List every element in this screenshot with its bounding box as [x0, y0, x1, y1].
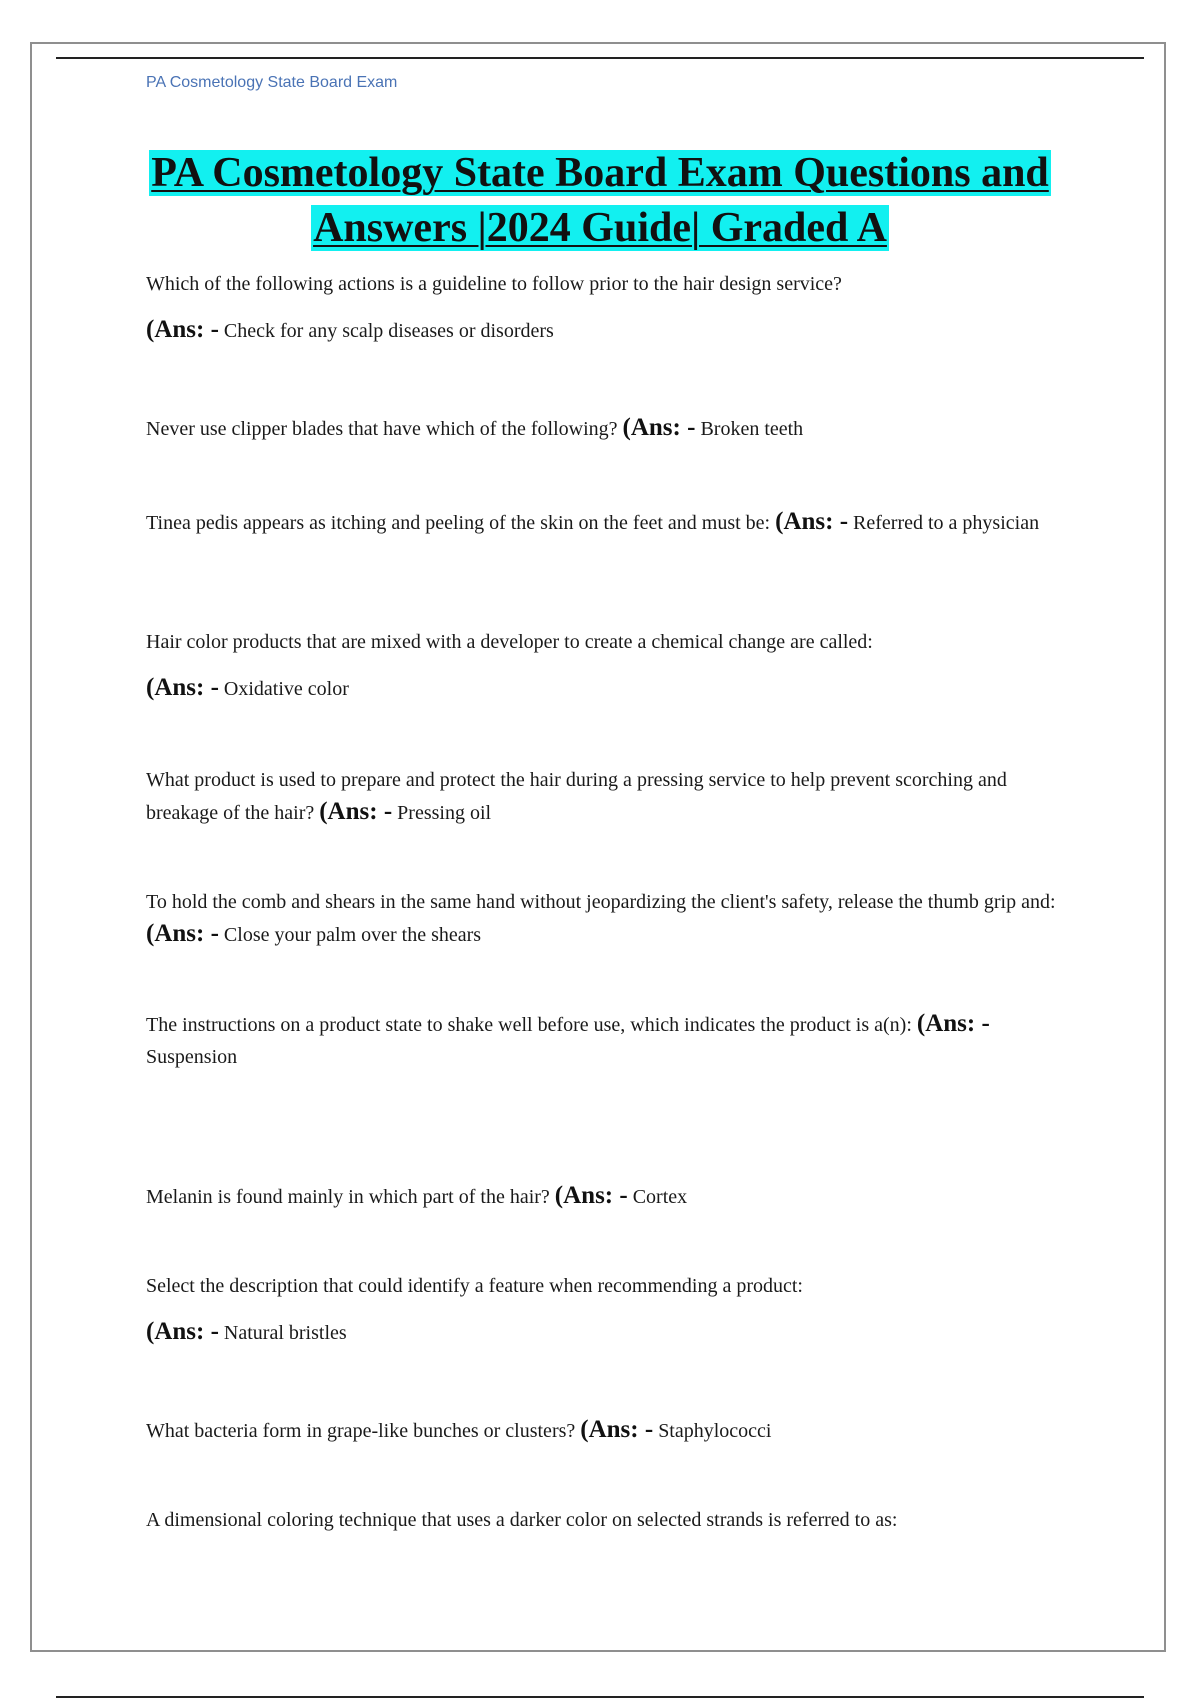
footer-divider: [56, 1696, 1144, 1698]
question-text: Never use clipper blades that have which of the following?: [146, 418, 618, 440]
answer-label: (Ans: -: [916, 1010, 990, 1037]
qa-item-11: [146, 1504, 1066, 1536]
qa-item-3: [146, 506, 1066, 539]
answer-text: Cortex: [632, 1186, 688, 1208]
answer-text: Suspension: [146, 1046, 238, 1068]
header-divider: [56, 57, 1144, 59]
question-text: Which of the following actions is a guideline to follow prior to the hair design service?: [146, 273, 842, 295]
qa-item-2: [146, 412, 1066, 445]
qa-item-10: [146, 1414, 1066, 1447]
answer-text: Referred to a physician: [853, 512, 1040, 534]
document-title-text: PA Cosmetology State Board Exam Questions and Answers |2024 Guide| Graded A: [151, 150, 1049, 251]
question-text: A dimensional coloring technique that uses a darker color on selected strands is referred to as:: [146, 1509, 898, 1531]
running-header: PA Cosmetology State Board Exam: [146, 74, 398, 91]
answer-text: Broken teeth: [700, 418, 804, 440]
question-text: The instructions on a product state to shake well before use, which indicates the product is a(n):: [146, 1014, 912, 1036]
answer-label: (Ans: -: [622, 414, 696, 441]
question-text: Tinea pedis appears as itching and peeling of the skin on the feet and must be:: [146, 512, 771, 534]
qa-item-8: [146, 1180, 1066, 1213]
answer-label: (Ans: -: [146, 674, 219, 701]
qa-item-4: [146, 626, 1066, 705]
answer-label: (Ans: -: [319, 798, 393, 825]
answer-label: (Ans: -: [554, 1182, 628, 1209]
answer-text: Oxidative color: [223, 678, 349, 700]
answer-text: Natural bristles: [223, 1322, 347, 1344]
answer-text: Pressing oil: [397, 802, 492, 824]
answer-label: (Ans: -: [580, 1416, 654, 1443]
answer-label: (Ans: -: [146, 316, 219, 343]
answer-label: (Ans: -: [775, 508, 849, 535]
question-text: What product is used to prepare and protect the hair during a pressing service to help prevent scorching and breakage of the hair?: [146, 769, 1007, 824]
question-text: What bacteria form in grape-like bunches or clusters?: [146, 1420, 576, 1442]
answer-text: Check for any scalp diseases or disorders: [223, 320, 554, 342]
answer-label: (Ans: -: [146, 1318, 219, 1345]
qa-item-6: [146, 886, 1066, 951]
question-text: To hold the comb and shears in the same hand without jeopardizing the client's safety, release the thumb grip and:: [146, 891, 1056, 913]
answer-label: (Ans: -: [146, 920, 219, 947]
answer-text: Staphylococci: [658, 1420, 772, 1442]
answer-text: Close your palm over the shears: [223, 924, 482, 946]
question-text: Melanin is found mainly in which part of the hair?: [146, 1186, 550, 1208]
qa-item-7: [146, 1008, 1066, 1073]
qa-item-1: [146, 268, 1066, 347]
question-text: Hair color products that are mixed with a developer to create a chemical change are called:: [146, 631, 873, 653]
qa-item-9: [146, 1270, 1066, 1349]
question-text: Select the description that could identify a feature when recommending a product:: [146, 1275, 803, 1297]
qa-item-5: [146, 764, 1066, 829]
document-title: [120, 146, 1080, 256]
